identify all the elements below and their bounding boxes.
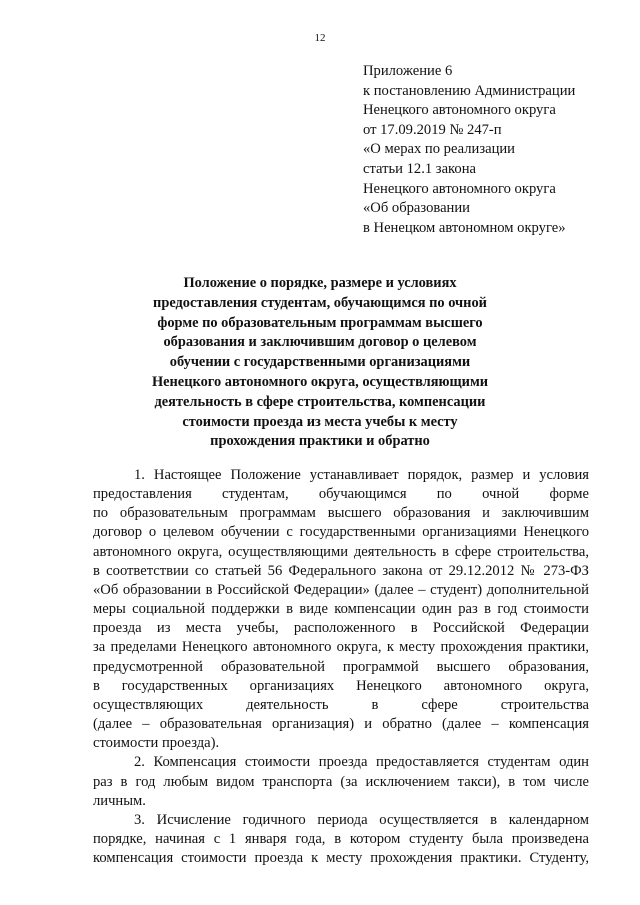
title-line: Ненецкого автономного округа, осуществляющими [151,373,489,390]
appendix-line: Ненецкого автономного округа [363,102,556,119]
title-line: образования и заключившим договор о целевом [163,334,477,351]
paragraph-line: проезда из места учебы, расположенного в Российской Федерации [93,620,589,637]
title-line: предоставления студентам, обучающимся по очной [153,294,487,311]
paragraph-line: по образовательным программам высшего образования и заключившим [93,505,589,522]
appendix-line: Приложение 6 [363,63,453,79]
appendix-line: к постановлению Администрации [363,82,576,99]
paragraph-line: порядке, начиная с 1 января года, в котором студенту была произведена [93,830,589,847]
title-line: стоимости проезда из места учебы к месту [182,413,458,430]
document-body [93,466,589,868]
paragraph-line: предоставления студентам, обучающимся по очной форме [93,486,589,503]
paragraph-line: автономного округа, осуществляющими деятельность в сфере строительства, [93,543,589,560]
appendix-line: Ненецкого автономного округа [363,180,556,197]
appendix-line: в Ненецком автономном округе» [363,219,566,236]
document-title [80,274,560,452]
title-line: деятельность в сфере строительства, компенсации [154,393,486,410]
paragraph-first-line: 1. Настоящее Положение устанавливает порядок, размер и условия [134,467,589,483]
paragraph-line: компенсация стоимости проезда к месту прохождения практики. Студенту, [93,850,589,867]
paragraph-line: в государственных организациях Ненецкого автономного округа, [93,677,589,694]
appendix-line: от 17.09.2019 № 247-п [363,121,502,138]
paragraph-line: за пределами Ненецкого автономного округа, к месту прохождения практики, [93,639,589,656]
paragraph-line: стоимости проезда). [93,735,220,752]
paragraph-line: осуществляющих деятельность в сфере строительства [93,696,589,713]
paragraph-line: предусмотренной образовательной программой высшего образования, [93,658,589,675]
paragraph-line: договор о целевом обучении с государственными организациями Ненецкого [93,524,589,541]
paragraph-line: в соответствии со статьей 56 Федерального закона от 29.12.2012 № 273-ФЗ [93,562,589,579]
paragraph-line: (далее – образовательная организация) и обратно (далее – компенсация [93,716,589,733]
paragraph-first-line: 2. Компенсация стоимости проезда предоставляется студентам один [134,754,589,771]
title-line: форме по образовательным программам высшего [157,314,483,331]
appendix-line: «О мерах по реализации [363,141,515,158]
paragraph-line: «Об образовании в Российской Федерации» (далее – студент) дополнительной [93,581,589,598]
title-line: прохождения практики и обратно [210,433,430,450]
appendix-header [363,62,613,238]
appendix-line: статьи 12.1 закона [363,160,476,177]
title-line: Положение о порядке, размере и условиях [183,275,457,291]
paragraph-line: личным. [93,792,146,809]
paragraph-line: раз в год любым видом транспорта (за исключением такси), в том числе [93,773,589,790]
title-line: обучении с государственными организациями [169,354,471,371]
appendix-line: «Об образовании [363,200,470,217]
paragraph-first-line: 3. Исчисление годичного периода осуществляется в календарном [134,811,589,828]
paragraph-line: меры социальной поддержки в виде компенсации один раз в год стоимости [93,601,589,618]
page-number: 12 [314,32,326,44]
